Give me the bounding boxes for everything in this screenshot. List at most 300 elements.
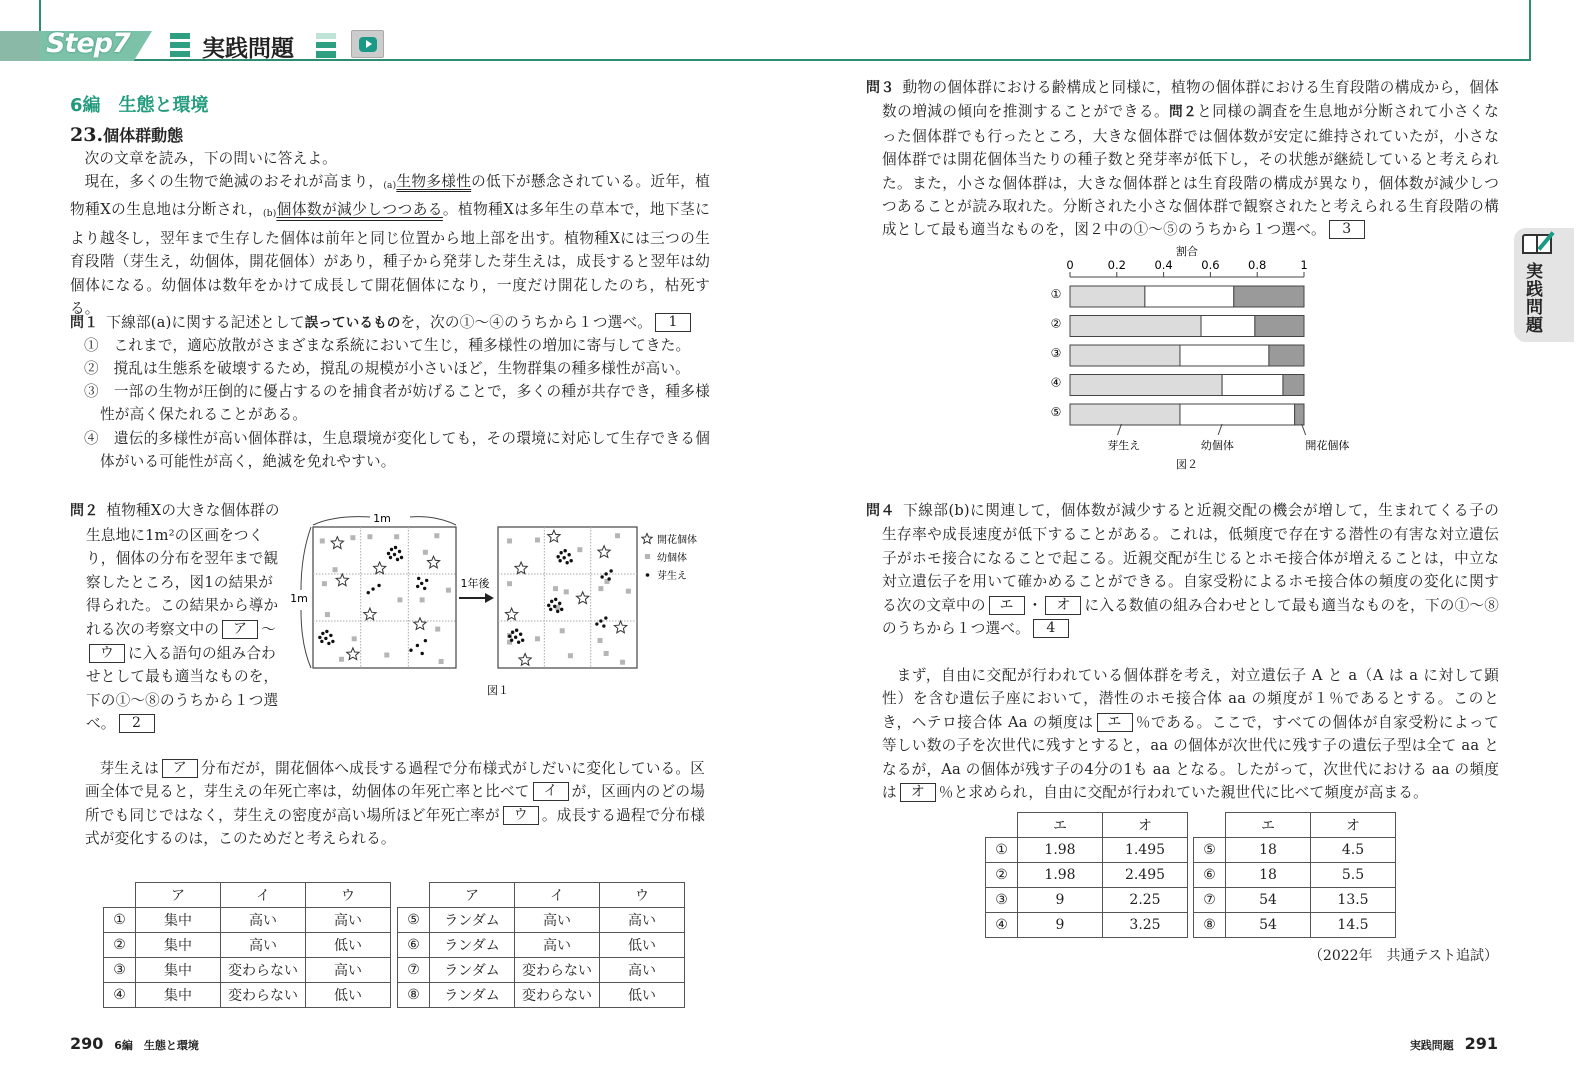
table-cell: 高い: [515, 933, 600, 958]
row-number: ①: [104, 908, 136, 933]
text-segment: に入る数値の組み合わせとして最も適当なものを，下の①～⑧のうちから１つ選べ。: [882, 596, 1500, 638]
table-row: [398, 908, 685, 933]
category-label: ②: [1050, 316, 1062, 331]
seedling-dot: [387, 552, 390, 555]
answer-blank-box: 2: [119, 714, 155, 733]
table-cell: 1.495: [1103, 838, 1188, 863]
stripes-icon: [316, 33, 336, 58]
series-label: 幼個体: [1200, 439, 1234, 452]
side-tab[interactable]: [1514, 228, 1574, 342]
table-cell: 4.5: [1311, 838, 1396, 863]
x-tick-label: 0.8: [1248, 258, 1267, 272]
legend-label: 幼個体: [657, 553, 687, 564]
seedling-dot: [569, 559, 572, 562]
juvenile-square: [420, 597, 425, 602]
x-tick-label: 0.6: [1201, 258, 1220, 272]
table-cell: 変わらない: [221, 958, 306, 983]
seedling-dot: [393, 553, 396, 556]
legend-label: 開花個体: [657, 535, 697, 546]
table-corner: [398, 883, 430, 908]
category-label: ③: [1050, 346, 1062, 360]
text-segment: ② 撹乱は生態系を破壊するため，撹乱の規模が小さいほど，生物群集の種多様性が高い。: [84, 360, 690, 377]
table-cell: 集中: [136, 908, 221, 933]
leader-line: [1302, 424, 1306, 435]
seedling-dot: [329, 634, 332, 637]
seedling-dot: [423, 587, 426, 590]
height-label: 1m: [290, 592, 308, 605]
table-cell: 集中: [136, 958, 221, 983]
seedling-dot: [394, 546, 397, 549]
bar-segment-1: [1070, 316, 1201, 337]
side-tab-label: 実践問題: [1522, 262, 1542, 334]
table-row: [104, 933, 391, 958]
seedling-dot: [519, 633, 522, 636]
answer-table-left-a: [103, 882, 391, 1008]
seedling-dot: [602, 624, 605, 627]
table-row: [986, 888, 1188, 913]
text-segment: 芽生えは: [99, 760, 159, 777]
text-segment: の低下が懸念されている。近年，植物種Xの生息地は分断され，: [70, 173, 710, 219]
answer-blank-box: ウ: [503, 806, 539, 825]
x-tick-label: 0: [1066, 258, 1074, 272]
table-cell: 高い: [306, 958, 391, 983]
question-label: 問３: [866, 80, 895, 96]
table-cell: 1.98: [1018, 838, 1103, 863]
text-segment: ③ 一部の生物が圧倒的に優占するのを捕食者が妨げることで，多くの種が共存でき，種多様性が高く保たれることがある。: [84, 383, 710, 424]
juvenile-square: [564, 589, 569, 594]
answer-blank-box: 1: [655, 313, 691, 332]
table-cell: 3.25: [1103, 913, 1188, 938]
underlined-text: 生物多様性: [396, 173, 472, 190]
seedling-dot: [511, 631, 514, 634]
text-segment: 植物種Xの大きな個体群の生息地に1m²の区画をつくり，個体の分布を翌年まで観察したところ，図1の結果が得られた。この結果から導かれる次の考察文中の: [86, 502, 280, 638]
table-cell: 13.5: [1311, 888, 1396, 913]
table-cell: 2.495: [1103, 863, 1188, 888]
seedling-dot: [416, 644, 419, 647]
juvenile-square: [626, 589, 631, 594]
citation: （2022年 共通テスト追試）: [1308, 948, 1498, 964]
seedling-dot: [390, 548, 393, 551]
juvenile-square: [577, 547, 582, 552]
table-row: [398, 983, 685, 1008]
juvenile-square: [320, 538, 325, 543]
text-segment: を，次の①～④のうちから１つ選べ。: [400, 314, 653, 331]
stripes-icon: [170, 33, 190, 58]
seedling-dot: [604, 616, 607, 619]
juvenile-square: [394, 534, 399, 539]
juvenile-square: [620, 660, 625, 665]
bar-segment-2: [1145, 286, 1234, 307]
seedling-dot: [565, 561, 568, 564]
seedling-dot: [417, 577, 420, 580]
juvenile-square: [598, 586, 603, 591]
bar-segment-2: [1201, 316, 1255, 337]
option-item: [70, 380, 710, 427]
category-label: ①: [1050, 287, 1062, 301]
question-4: [866, 499, 1499, 640]
answer-blank-box: イ: [533, 782, 569, 801]
x-tick-label: 0.2: [1107, 258, 1126, 272]
answer-blank-box: オ: [900, 783, 936, 802]
juvenile-square: [553, 586, 558, 591]
figure-caption: 図２: [1176, 458, 1198, 471]
underlined-text: 個体数が減少しつつある: [276, 201, 443, 219]
table-row: [104, 958, 391, 983]
text-segment: と同様の調査を生息地が分断されて小さくなった個体群でも行ったところ，大きな個体群では個体数が安定に維持されていたが，小さな個体群では開花個体当たりの種子数と発芽率が低下し，その状態が継続していると考えられた。また，小さな個体群は，大きな個体群とは生育段階の構成が異なり，個体数が減少しつつあることが読み取れた。分断された小さな個体群で観察されたと考えられる生育段階の構成として最も適当なものを，図２中の①～⑤のうちから１つ選べ。: [882, 103, 1499, 239]
text-segment: が，区画内のどの場所でも同じではなく，芽生えの密度が高い場所ほど年死亡率が: [85, 783, 705, 824]
page-title: 実践問題: [202, 36, 294, 62]
column-header: ウ: [306, 883, 391, 908]
bar-segment-3: [1234, 286, 1304, 307]
table-cell: 9: [1018, 888, 1103, 913]
table-cell: 低い: [306, 933, 391, 958]
text-segment: ％である。ここで，すべての個体が自家受粉によって等しい数の子を次世代に残すとすると，aa の個体が次世代に残す子の遺伝子型は全て aa となるが，Aa の個体が残す子の4分の1も aa となる。したがって，次世代における aa の頻度は: [882, 713, 1499, 802]
seedling-dot: [327, 642, 330, 645]
juvenile-square: [325, 612, 330, 617]
problem-title: 個体群動態: [103, 126, 184, 145]
legend-label: 芽生え: [657, 571, 687, 582]
row-number: ③: [104, 958, 136, 983]
seedling-dot: [599, 619, 602, 622]
table-corner: [104, 883, 136, 908]
option-item: [70, 427, 710, 474]
bar-segment-2: [1222, 375, 1283, 396]
text-segment: 下線部(a)に関する記述として: [106, 314, 305, 331]
category-label: ④: [1050, 375, 1062, 390]
question-2: [70, 499, 280, 736]
section-heading: 6編 生態と環境: [70, 95, 209, 116]
option-item: [70, 334, 710, 357]
juvenile-square: [339, 657, 344, 662]
leader-line: [1218, 424, 1222, 435]
legend-seedling-dot: [646, 573, 650, 577]
table-cell: 9: [1018, 913, 1103, 938]
leader-line: [1117, 424, 1121, 435]
seedling-dot: [420, 652, 423, 655]
seedling-dot: [607, 577, 610, 580]
option-item: [70, 357, 710, 380]
text-segment: ① これまで，適応放散がさまざまな系統において生じ，種多様性の増加に寄与してきた。: [84, 337, 691, 354]
seedling-dot: [553, 605, 556, 608]
seedling-dot: [510, 639, 513, 642]
table-cell: 54: [1226, 888, 1311, 913]
row-number: ②: [986, 863, 1018, 888]
answer-table-right-b: [1193, 812, 1396, 938]
table-cell: 変わらない: [515, 983, 600, 1008]
table-row: [104, 983, 391, 1008]
juvenile-square: [367, 534, 372, 539]
question-text: [882, 502, 1499, 637]
column-header: エ: [1226, 813, 1311, 838]
table-cell: 高い: [600, 958, 685, 983]
footer-section: 実践問題: [1409, 1039, 1454, 1052]
row-number: ⑤: [398, 908, 430, 933]
table-row: [986, 838, 1188, 863]
table-cell: 低い: [306, 983, 391, 1008]
legend-juvenile-square: [645, 554, 650, 559]
juvenile-square: [352, 636, 357, 641]
column-header: オ: [1311, 813, 1396, 838]
axis-label: 割合: [1176, 245, 1198, 258]
table-cell: 18: [1226, 838, 1311, 863]
juvenile-square: [439, 659, 444, 664]
juvenile-square: [507, 538, 512, 543]
video-button[interactable]: [351, 30, 384, 58]
table-corner: [1194, 813, 1226, 838]
juvenile-square: [322, 581, 327, 586]
text-segment: 現在，多くの生物で絶滅のおそれが高まり，: [84, 173, 384, 190]
table-cell: ランダム: [430, 958, 515, 983]
seedling-dot: [377, 584, 380, 587]
label-marker: (a): [383, 181, 397, 191]
question-text: [882, 79, 1499, 238]
juvenile-square: [604, 651, 609, 656]
figure-2-chart: [1040, 240, 1350, 475]
seedling-dot: [517, 641, 520, 644]
text-segment: 動物の個体群における齢構成と同様に，植物の個体群における生育段階の構成から，個体数の増減の傾向を推測することができる。: [882, 79, 1499, 121]
question-label: 問４: [866, 503, 896, 519]
juvenile-square: [434, 533, 439, 538]
juvenile-square: [333, 567, 338, 572]
row-number: ⑤: [1194, 838, 1226, 863]
seedling-dot: [425, 579, 428, 582]
answer-blank-box: ア: [162, 759, 198, 778]
series-label: 開花個体: [1305, 439, 1350, 452]
page-footer-left: [70, 1034, 199, 1053]
row-number: ②: [104, 933, 136, 958]
column-header: イ: [515, 883, 600, 908]
problem-number: 23.: [70, 124, 104, 146]
question-3: [866, 76, 1499, 242]
play-icon: [359, 37, 377, 52]
table-cell: 2.25: [1103, 888, 1188, 913]
table-cell: 集中: [136, 983, 221, 1008]
juvenile-square: [568, 653, 573, 658]
row-number: ⑦: [398, 958, 430, 983]
seedling-dot: [547, 604, 550, 607]
bar-segment-3: [1255, 316, 1304, 337]
table-cell: 低い: [600, 983, 685, 1008]
seedling-dot: [559, 551, 562, 554]
answer-blank-box: 3: [1329, 220, 1365, 239]
table-row: [1194, 863, 1396, 888]
table-cell: 高い: [306, 908, 391, 933]
emphasis-text: 誤っているもの: [304, 315, 401, 331]
bar-segment-1: [1070, 345, 1180, 366]
figure-caption: 図１: [487, 684, 509, 697]
table-cell: ランダム: [430, 933, 515, 958]
figure-1: [285, 505, 715, 705]
text-segment: ％と求められ，自由に交配が行われていた親世代に比べて頻度が高まる。: [938, 784, 1428, 802]
table-cell: 54: [1226, 913, 1311, 938]
table-cell: 変わらない: [221, 983, 306, 1008]
passage: [70, 170, 710, 320]
table-corner: [986, 813, 1018, 838]
bar-segment-2: [1180, 345, 1269, 366]
juvenile-square: [384, 653, 389, 658]
text-segment: に入る語句の組み合わせとして最も適当なものを，下の①～⑧のうちから１つ選べ。: [86, 644, 279, 733]
row-number: ④: [986, 913, 1018, 938]
table-cell: 5.5: [1311, 863, 1396, 888]
bar-segment-1: [1070, 375, 1222, 396]
bar-segment-2: [1180, 404, 1295, 425]
question-label: 問２: [70, 503, 99, 519]
juvenile-square: [615, 533, 620, 538]
arrow-label: 1年後: [460, 577, 490, 590]
seedling-dot: [325, 630, 328, 633]
seedling-dot: [600, 575, 603, 578]
juvenile-square: [435, 627, 440, 632]
seedling-dot: [321, 632, 324, 635]
x-tick-label: 1: [1300, 258, 1308, 272]
question-4-passage: [882, 664, 1499, 804]
text-segment: ～: [261, 620, 276, 638]
seedling-dot: [550, 600, 553, 603]
table-cell: 14.5: [1311, 913, 1396, 938]
category-label: ⑤: [1050, 405, 1062, 419]
column-header: ウ: [600, 883, 685, 908]
bar-segment-1: [1070, 286, 1145, 307]
column-header: エ: [1018, 813, 1103, 838]
answer-blank-box: ア: [222, 620, 258, 639]
step-label: Step7: [46, 28, 130, 59]
page-number: 291: [1464, 1034, 1498, 1053]
seedling-dot: [398, 550, 401, 553]
question-2-passage: [85, 757, 705, 851]
seedling-dot: [367, 591, 370, 594]
seedling-dot: [567, 553, 570, 556]
header-frame-right: [1529, 0, 1531, 61]
seedling-dot: [521, 639, 524, 642]
row-number: ⑧: [1194, 913, 1226, 938]
column-header: ア: [430, 883, 515, 908]
question-text: [106, 314, 694, 331]
juvenile-square: [397, 597, 402, 602]
table-cell: 18: [1226, 863, 1311, 888]
book-pen-icon: [1522, 234, 1552, 254]
footer-section: 6編 生態と環境: [114, 1039, 199, 1052]
seedling-dot: [556, 555, 559, 558]
quadrat-grid: [498, 527, 637, 668]
juvenile-square: [446, 588, 451, 593]
seedling-dot: [549, 608, 552, 611]
arrow-head-icon: [485, 593, 494, 603]
bar-segment-3: [1283, 375, 1304, 396]
table-cell: ランダム: [430, 908, 515, 933]
seedling-dot: [562, 556, 565, 559]
juvenile-square: [560, 628, 565, 633]
text-segment: まず，自由に交配が行われている個体群を考え，対立遺伝子 A と a（A は a に対して顕性）を含む遺伝子座において，潜性のホモ接合体 aa の頻度が１％であるとする。このとき，ヘテロ接合体 Aa の頻度は: [882, 667, 1499, 731]
seedling-dot: [424, 639, 427, 642]
row-number: ⑥: [1194, 863, 1226, 888]
table-cell: 高い: [600, 908, 685, 933]
page-number: 290: [70, 1034, 104, 1053]
flowering-plant-star: [642, 534, 652, 544]
table-row: [986, 913, 1188, 938]
table-row: [986, 863, 1188, 888]
bar-segment-1: [1070, 404, 1180, 425]
column-header: ア: [136, 883, 221, 908]
table-cell: 高い: [221, 908, 306, 933]
seedling-dot: [331, 640, 334, 643]
bar-segment-3: [1295, 404, 1304, 425]
juvenile-square: [507, 581, 512, 586]
answer-blank-box: ウ: [89, 644, 125, 663]
table-cell: 変わらない: [515, 958, 600, 983]
juvenile-square: [423, 550, 428, 555]
seedling-dot: [389, 556, 392, 559]
seedling-dot: [508, 635, 511, 638]
seedling-dot: [563, 549, 566, 552]
seedling-dot: [556, 610, 559, 613]
table-cell: 1.98: [1018, 863, 1103, 888]
bar-segment-3: [1269, 345, 1304, 366]
seedling-dot: [609, 569, 612, 572]
answer-blank-box: 4: [1033, 619, 1069, 638]
table-row: [1194, 838, 1396, 863]
table-row: [1194, 913, 1396, 938]
text-segment: ・: [1027, 596, 1043, 614]
seedling-dot: [554, 598, 557, 601]
answer-blank-box: オ: [1045, 596, 1081, 615]
row-number: ⑥: [398, 933, 430, 958]
juvenile-square: [535, 636, 540, 641]
seedling-dot: [558, 602, 561, 605]
table-row: [104, 908, 391, 933]
juvenile-square: [535, 537, 540, 542]
answer-blank-box: エ: [1097, 713, 1133, 732]
table-row: [398, 933, 685, 958]
seedling-dot: [416, 585, 419, 588]
step-band-dark: [0, 31, 40, 61]
seedling-dot: [320, 640, 323, 643]
emphasis-text: 問２: [1169, 104, 1198, 121]
problem-heading: [70, 123, 183, 146]
seedling-dot: [558, 559, 561, 562]
table-cell: 高い: [221, 933, 306, 958]
seedling-dot: [604, 572, 607, 575]
row-number: ④: [104, 983, 136, 1008]
table-cell: 集中: [136, 933, 221, 958]
seedling-dot: [515, 629, 518, 632]
row-number: ⑧: [398, 983, 430, 1008]
answer-table-right-a: [985, 812, 1188, 938]
text-segment: 分布だが，開花個体へ成長する過程で分布様式がしだいに変化している。区画全体で見ると，芽生えの年死亡率は，幼個体の年死亡率と比べて: [85, 760, 705, 801]
seedling-dot: [396, 558, 399, 561]
width-label: 1m: [373, 512, 391, 525]
question-1: [70, 311, 710, 335]
table-cell: ランダム: [430, 983, 515, 1008]
row-number: ①: [986, 838, 1018, 863]
juvenile-square: [598, 638, 603, 643]
question-text: [86, 502, 280, 732]
seedling-dot: [400, 556, 403, 559]
juvenile-square: [350, 535, 355, 540]
label-marker: (b): [263, 209, 277, 220]
seedling-dot: [420, 582, 423, 585]
series-label: 芽生え: [1107, 439, 1141, 452]
x-tick-label: 0.4: [1154, 258, 1173, 272]
table-cell: 低い: [600, 933, 685, 958]
text-segment: ④ 遺伝的多様性が高い個体群は，生息環境が変化しても，その環境に対応して生存できる個体がいる可能性が高く，絶滅を免れやすい。: [84, 430, 710, 471]
seedling-dot: [514, 636, 517, 639]
column-header: イ: [221, 883, 306, 908]
seedling-dot: [595, 622, 598, 625]
answer-blank-box: エ: [989, 596, 1025, 615]
text-segment: 下線部(b)に関連して，個体数が減少すると近親交配の機会が増して，生まれてくる子の生存率や成長速度が低下することがある。これは，低頻度で存在する潜性の有害な対立遺伝子がホモ接合になることで起こる。近親交配が生じるとホモ接合体が増えることは，中立な対立遺伝子を用いて確かめることができる。自家受粉によるホモ接合体の頻度の変化に関する次の文章中の: [882, 502, 1499, 614]
row-number: ③: [986, 888, 1018, 913]
column-header: オ: [1103, 813, 1188, 838]
